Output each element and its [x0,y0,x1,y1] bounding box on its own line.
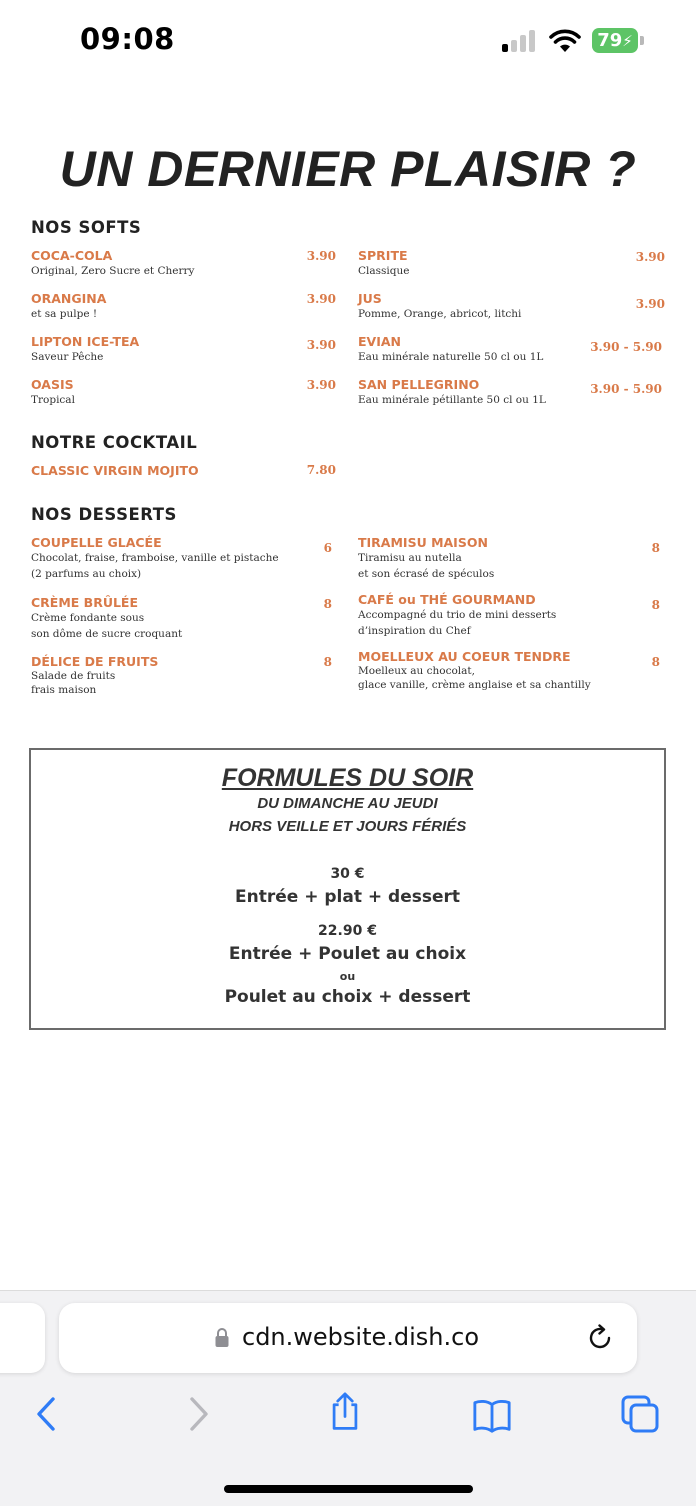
back-icon[interactable] [27,1394,67,1434]
item-description: et son écrasé de spéculos [358,568,495,580]
previous-tab-preview[interactable] [0,1303,45,1373]
item-description: Saveur Pêche [31,351,104,363]
menu-item [358,535,494,582]
section-heading-cocktail: NOTRE COCKTAIL [31,433,198,452]
item-name: ORANGINA [31,291,107,306]
item-description: Pomme, Orange, abricot, litchi [358,308,522,320]
status-time: 09:08 [80,22,175,56]
formule-price: 22.90 € [318,923,377,939]
menu-item [358,592,556,639]
formule-description: Entrée + Poulet au choix [228,944,467,964]
item-name: CRÈME BRÛLÉE [31,595,139,610]
menu-item [31,535,279,582]
item-name: COCA-COLA [31,248,113,263]
item-price: 8 [651,598,660,612]
item-description: Tiramisu au nutella [358,552,462,564]
item-description: Original, Zero Sucre et Cherry [31,265,195,277]
item-price: 3.90 - 5.90 [590,382,662,396]
formule-description: Poulet au choix + dessert [224,987,471,1007]
menu-item [358,334,543,365]
menu-item [31,654,158,697]
item-description: Tropical [31,394,75,406]
menu-item [31,248,194,279]
item-name: CLASSIC VIRGIN MOJITO [31,463,199,478]
item-price: 3.90 [306,378,336,392]
item-name: CAFÉ ou THÉ GOURMAND [358,592,536,607]
formules-subtitle: DU DIMANCHE AU JEUDI [257,795,438,812]
battery-level: 79 [597,30,623,51]
item-price: 3.90 [306,292,336,306]
menu-title: UN DERNIER PLAISIR ? [59,141,637,197]
item-description: frais maison [31,684,97,696]
item-price: 3.90 [306,338,336,352]
item-description: Eau minérale pétillante 50 cl ou 1L [358,394,546,406]
reload-icon[interactable] [587,1324,615,1352]
battery-cap [640,36,644,45]
section-heading-desserts: NOS DESSERTS [31,505,177,524]
formules-title: FORMULES DU SOIR [221,764,474,792]
item-description: glace vanille, crème anglaise et sa chantilly [358,679,591,691]
item-name: OASIS [31,377,74,392]
formule-price: 30 € [330,866,365,882]
bookmarks-icon[interactable] [472,1396,512,1436]
menu-item [31,334,139,365]
item-price: 3.90 [306,249,336,263]
item-name: TIRAMISU MAISON [358,535,488,550]
cellular-signal-icon [502,30,538,52]
formules-subtitle: HORS VEILLE ET JOURS FÉRIÉS [228,818,467,835]
item-price: 3.90 [635,250,665,264]
item-price: 6 [323,541,332,555]
menu-item [358,649,591,692]
item-name: SAN PELLEGRINO [358,377,480,392]
lock-icon [215,1327,229,1349]
item-price: 8 [323,655,332,669]
item-price: 8 [323,597,332,611]
item-price: 8 [651,541,660,555]
status-bar [0,0,696,80]
item-description: Accompagné du trio de mini desserts [358,609,557,621]
wifi-icon [548,28,582,54]
formule-description: Entrée + plat + dessert [234,887,461,907]
menu-item [358,248,410,279]
item-description: et sa pulpe ! [31,308,98,320]
item-name: DÉLICE DE FRUITS [31,654,159,669]
menu-item [358,377,546,408]
item-description: Crème fondante sous [31,612,145,624]
url-text[interactable]: cdn.website.dish.co [242,1323,479,1351]
item-name: MOELLEUX AU COEUR TENDRE [358,649,571,664]
menu-item [31,463,199,478]
item-description: (2 parfums au choix) [31,568,142,580]
item-price: 7.80 [306,463,336,477]
item-description: Salade de fruits [31,670,116,682]
item-description: son dôme de sucre croquant [31,628,183,640]
item-name: JUS [358,291,382,306]
share-icon[interactable] [325,1392,365,1432]
menu-item [31,595,182,642]
item-name: SPRITE [358,248,408,263]
item-price: 3.90 - 5.90 [590,340,662,354]
forward-icon[interactable] [178,1394,218,1434]
item-price: 8 [651,655,660,669]
charging-bolt-icon: ⚡ [622,32,633,50]
section-heading-softs: NOS SOFTS [31,218,142,237]
item-name: LIPTON ICE-TEA [31,334,140,349]
item-price: 3.90 [635,297,665,311]
item-name: COUPELLE GLACÉE [31,535,162,550]
item-name: EVIAN [358,334,401,349]
item-description: Chocolat, fraise, framboise, vanille et pistache [31,552,279,564]
item-description: Moelleux au chocolat, [358,665,475,677]
item-description: Classique [358,265,410,277]
menu-item [31,377,75,408]
item-description: Eau minérale naturelle 50 cl ou 1L [358,351,544,363]
item-description: d’inspiration du Chef [358,625,471,637]
home-indicator[interactable] [224,1485,473,1493]
formule-or: ou [339,970,356,983]
menu-item [31,291,106,322]
menu-item [358,291,521,322]
battery-indicator [592,28,638,53]
tabs-icon[interactable] [620,1394,660,1434]
formules-box [29,748,666,1030]
